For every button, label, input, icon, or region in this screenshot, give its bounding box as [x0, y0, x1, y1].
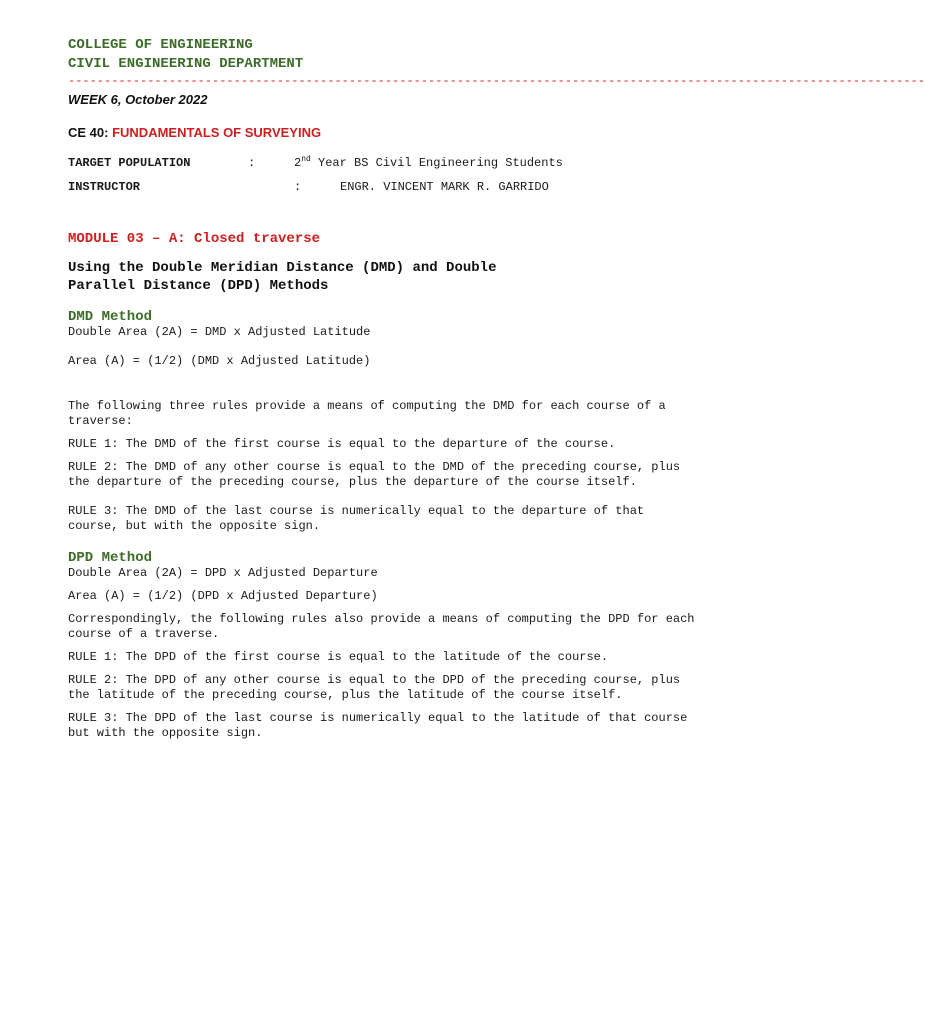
subtitle-line-2: Parallel Distance (DPD) Methods — [68, 278, 329, 294]
module-subtitle — [68, 259, 700, 295]
divider-line: ----------------------------------------------------------------------------------------------------------------------- — [68, 74, 925, 88]
week-date: WEEK 6, October 2022 — [68, 92, 208, 107]
instructor-label: INSTRUCTOR — [68, 180, 141, 194]
dpd-heading: DPD Method — [68, 550, 153, 566]
dmd-rule-3: RULE 3: The DMD of the last course is numerically equal to the departure of that course, but with the opposite sign. — [68, 504, 645, 533]
department-name: CIVIL ENGINEERING DEPARTMENT — [68, 56, 304, 72]
instructor-value: ENGR. VINCENT MARK R. GARRIDO — [340, 180, 549, 194]
document-page — [68, 36, 925, 741]
target-colon: : — [248, 156, 256, 170]
dpd-rule-3: RULE 3: The DPD of the last course is numerically equal to the latitude of that course but with the opposite sign. — [68, 711, 688, 740]
dpd-intro: Correspondingly, the following rules also provide a means of computing the DPD for each course of a traverse. — [68, 612, 695, 641]
dpd-formula-area: Area (A) = (1/2) (DPD x Adjusted Departure) — [68, 589, 378, 603]
course-info — [68, 156, 700, 204]
dmd-rule-2: RULE 2: The DMD of any other course is equal to the DMD of the preceding course, plus the departure of the preceding course, plus the departure of the course itself. — [68, 460, 681, 489]
dpd-rule-2: RULE 2: The DPD of any other course is equal to the DPD of the preceding course, plus the latitude of the preceding course, plus the latitude of the course itself. — [68, 673, 681, 702]
dmd-heading: DMD Method — [68, 309, 153, 325]
course-title — [68, 125, 700, 140]
college-name: COLLEGE OF ENGINEERING — [68, 37, 253, 53]
dmd-formula-area: Area (A) = (1/2) (DMD x Adjusted Latitude) — [68, 354, 371, 368]
module-title: MODULE 03 – A: Closed traverse — [68, 231, 321, 247]
dmd-formula-double-area: Double Area (2A) = DMD x Adjusted Latitude — [68, 325, 371, 339]
instructor-row — [68, 180, 700, 204]
course-name: FUNDAMENTALS OF SURVEYING — [112, 125, 322, 140]
dmd-intro: The following three rules provide a means of computing the DMD for each course of a traverse: — [68, 399, 666, 428]
target-population-label: TARGET POPULATION — [68, 156, 191, 170]
instructor-colon: : — [294, 180, 302, 194]
dpd-formula-double-area: Double Area (2A) = DPD x Adjusted Departure — [68, 566, 378, 580]
dpd-rule-1: RULE 1: The DPD of the first course is equal to the latitude of the course. — [68, 650, 609, 664]
subtitle-line-1: Using the Double Meridian Distance (DMD) and Double — [68, 260, 497, 276]
course-code: CE 40: — [68, 125, 109, 140]
dmd-rule-1: RULE 1: The DMD of the first course is equal to the departure of the course. — [68, 437, 616, 451]
target-population-value: 2nd Year BS Civil Engineering Students — [294, 155, 563, 170]
target-population-row — [68, 156, 700, 180]
